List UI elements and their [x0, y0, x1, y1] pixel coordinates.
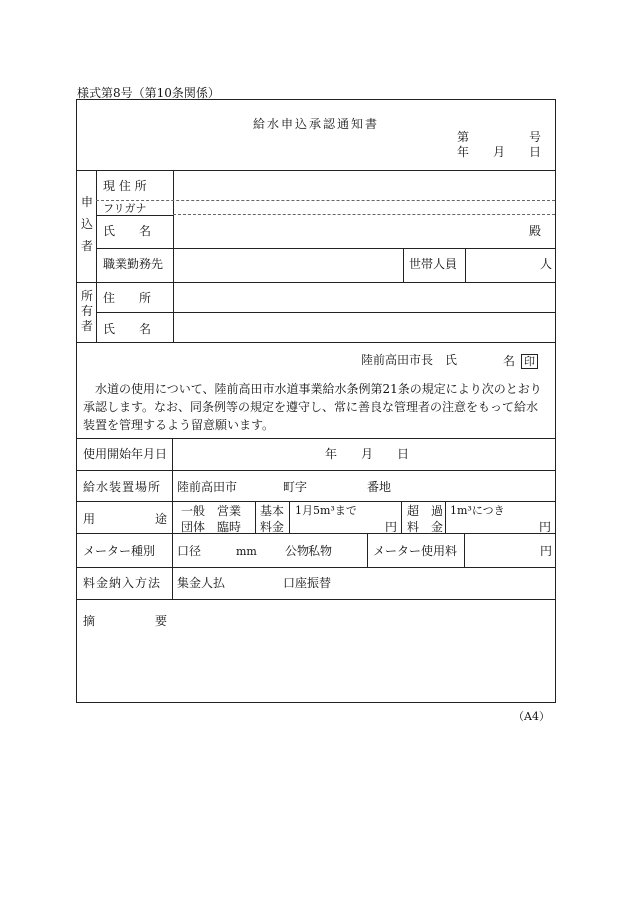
location-banchi: 番地	[367, 480, 392, 494]
usage-label-right: 途	[155, 512, 168, 526]
payment-option-collector[interactable]: 集金人払	[177, 576, 226, 590]
usage-label-left: 用	[83, 512, 96, 526]
payment-label: 料金納入方法	[83, 576, 162, 590]
form-title: 給水申込承認通知書	[252, 117, 379, 131]
rule	[77, 599, 555, 600]
meter-label: メーター種別	[83, 544, 156, 558]
rule	[465, 248, 466, 282]
address-label: 現 住 所	[103, 179, 147, 193]
notice-form	[76, 99, 556, 703]
meter-public[interactable]: 公物	[285, 544, 310, 558]
rule	[96, 170, 97, 342]
start-day-label: 日	[397, 447, 410, 461]
basic-unit: 円	[385, 520, 398, 534]
seal-mark: 印	[521, 354, 538, 369]
rule	[77, 170, 555, 171]
remarks-label-right: 要	[155, 614, 168, 628]
occupation-label: 職業勤務先	[103, 257, 164, 271]
payment-option-transfer[interactable]: 口座振替	[283, 576, 332, 590]
remarks-field[interactable]	[177, 612, 547, 696]
rule	[77, 282, 555, 283]
rule	[445, 501, 446, 533]
name-suffix: 殿	[529, 224, 542, 238]
excess-fee-label-1: 超 過	[407, 504, 444, 518]
rule	[77, 501, 555, 502]
household-field[interactable]	[469, 258, 529, 272]
rule	[401, 501, 402, 533]
applicant-name-field[interactable]	[177, 225, 507, 239]
form-number: 様式第8号（第10条関係）	[77, 86, 220, 100]
meter-fee-field[interactable]	[469, 545, 529, 559]
rule	[77, 470, 555, 471]
basic-fee-label-2: 料金	[260, 520, 285, 534]
excess-amount-label: 1m³につき	[450, 504, 505, 517]
meter-private[interactable]: 私物	[308, 544, 333, 558]
start-month-label: 月	[361, 447, 374, 461]
usage-type-row1[interactable]: 一般 営業	[181, 504, 242, 518]
year-label: 年	[457, 145, 470, 159]
rule	[96, 200, 555, 201]
owner-name-field[interactable]	[177, 323, 547, 337]
applicant-address-field[interactable]	[177, 180, 547, 194]
rule	[77, 567, 555, 568]
rule	[403, 248, 404, 282]
rule	[96, 215, 173, 216]
rule	[96, 248, 555, 249]
rule	[77, 533, 555, 534]
rule	[255, 501, 256, 533]
location-town: 町字	[283, 480, 308, 494]
meter-fee-label: メーター使用料	[373, 544, 458, 558]
issuer-name-label: 名 印	[503, 354, 538, 369]
issuer-title: 陸前高田市長 氏	[361, 353, 458, 367]
household-unit: 人	[540, 257, 553, 271]
notice-text: 水道の使用について、陸前高田市水道事業給水条例第21条の規定により次のとおり承認します。なお、同条例等の規定を遵守し、常に善良な管理者の注意をもって給水装置を管理するよう留意願います。	[83, 382, 542, 432]
day-label: 日	[529, 145, 542, 159]
remarks-label-left: 摘	[83, 614, 96, 628]
rule	[173, 170, 174, 342]
location-city: 陸前高田市	[177, 480, 238, 494]
meter-mm: mm	[236, 545, 257, 558]
rule	[77, 342, 555, 343]
usage-type-row2[interactable]: 団体 臨時	[181, 520, 242, 534]
start-year-label: 年	[325, 447, 338, 461]
rule	[173, 214, 555, 215]
basic-amount-label: 1月5m³まで	[295, 504, 357, 517]
basic-fee-label-1: 基本	[260, 504, 285, 518]
dai-label: 第	[457, 130, 470, 144]
meter-diameter: 口径	[177, 544, 202, 558]
name-label: 氏 名	[103, 224, 152, 238]
excess-fee-label-2: 料 金	[407, 520, 444, 534]
owner-section-label: 所 有 者	[80, 289, 93, 333]
owner-address-field[interactable]	[177, 292, 547, 306]
applicant-section-label: 申 込 者	[80, 195, 93, 253]
paper-size: （A4）	[513, 710, 550, 723]
furigana-label: フリガナ	[103, 202, 147, 215]
excess-unit: 円	[539, 520, 552, 534]
owner-address-label: 住 所	[103, 291, 152, 305]
rule	[289, 501, 290, 533]
rule	[367, 533, 368, 567]
rule	[96, 312, 555, 313]
rule	[172, 438, 173, 600]
owner-name-label: 氏 名	[103, 322, 152, 336]
start-date-label: 使用開始年月日	[83, 447, 168, 461]
go-label: 号	[529, 130, 542, 144]
household-label: 世帯人員	[409, 257, 458, 271]
rule	[464, 533, 465, 567]
month-label: 月	[493, 145, 506, 159]
rule	[77, 438, 555, 439]
meter-fee-unit: 円	[540, 544, 553, 558]
location-label: 給水装置場所	[83, 480, 162, 494]
occupation-field[interactable]	[177, 258, 397, 272]
